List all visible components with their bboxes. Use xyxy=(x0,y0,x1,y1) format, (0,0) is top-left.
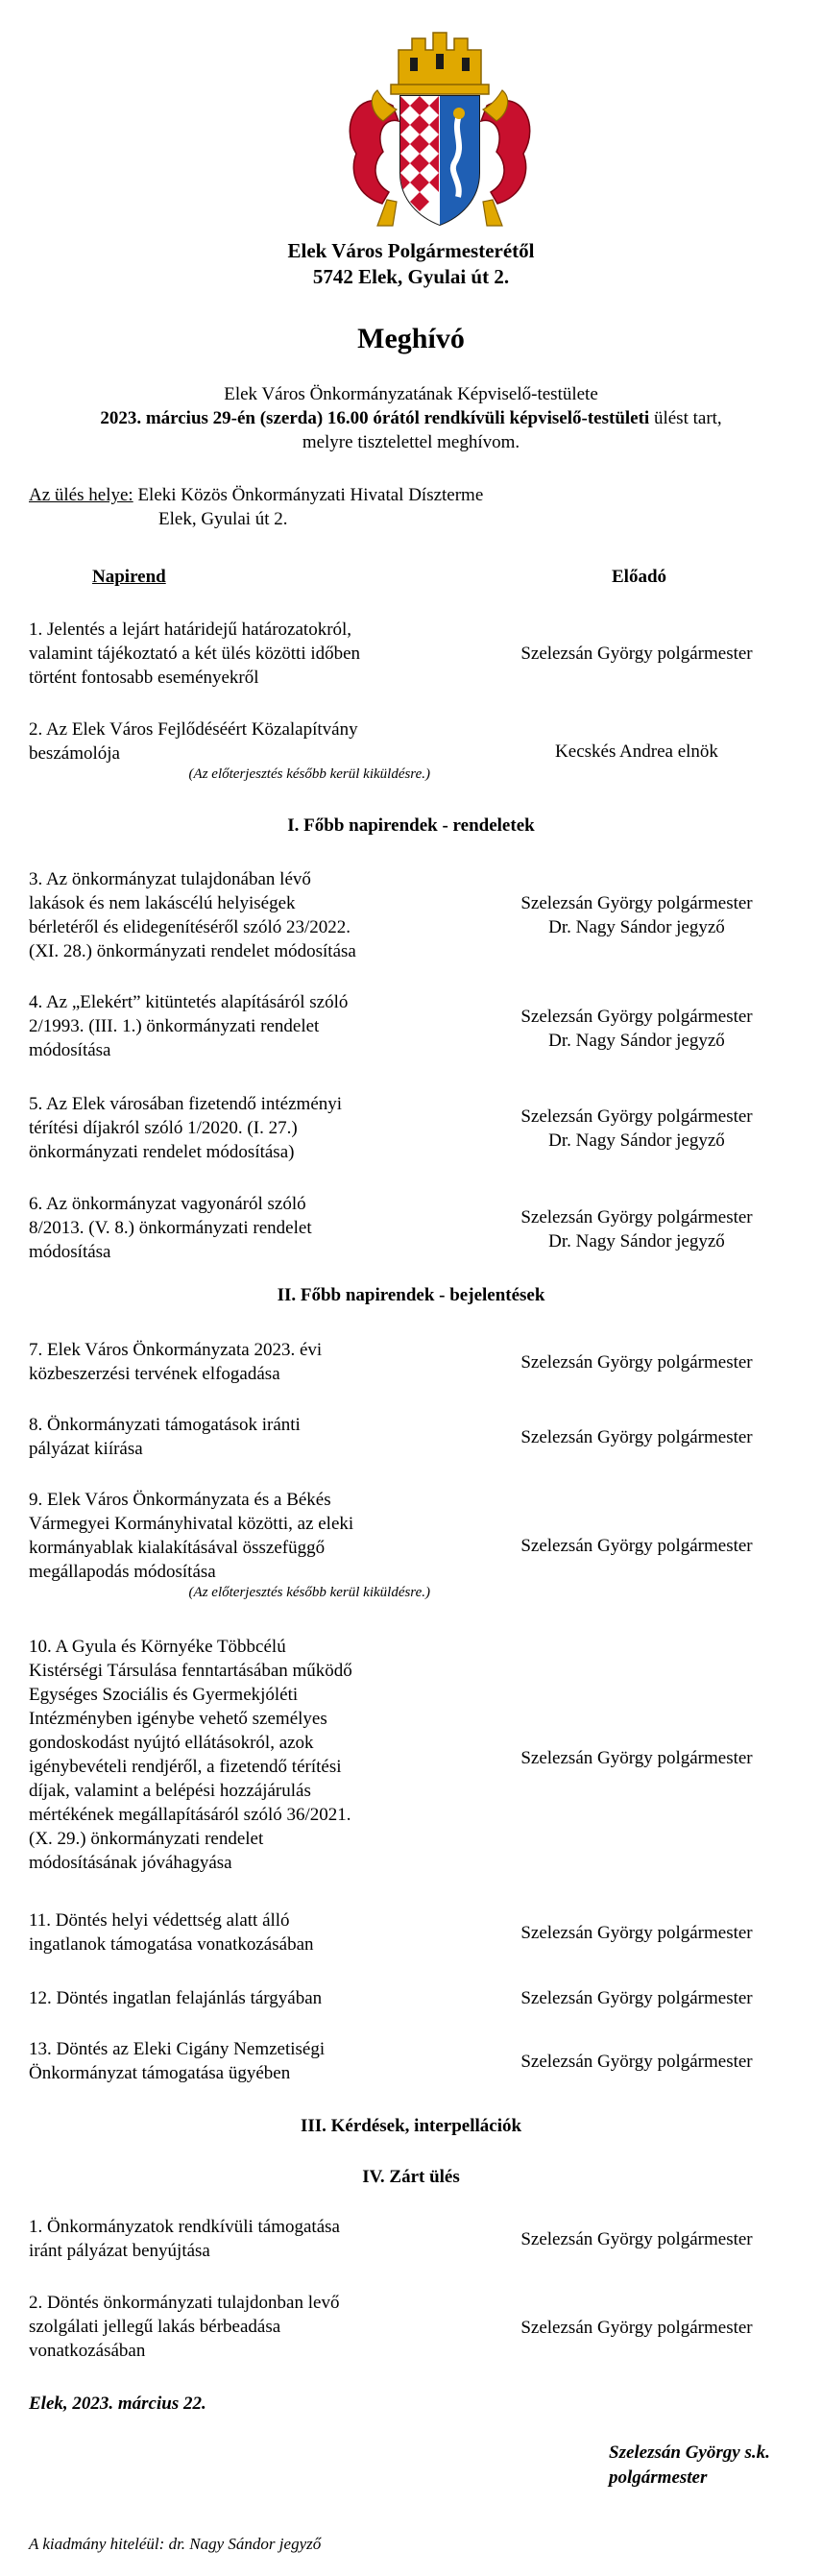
agenda-item-line: (X. 29.) önkormányzati rendelet xyxy=(29,1829,264,1849)
section-heading: III. Kérdések, interpellációk xyxy=(300,2116,522,2136)
intro-line-2 xyxy=(0,406,822,430)
meeting-datetime: 2023. március 29-én (szerda) 16.00 órától rendkívüli képviselő-testületi xyxy=(100,408,650,428)
agenda-item-line: 9. Elek Város Önkormányzata és a Békés xyxy=(29,1490,331,1510)
agenda-item xyxy=(29,2037,430,2085)
agenda-item-presenter xyxy=(451,1205,822,1253)
agenda-item-line: 12. Döntés ingatlan felajánlás tárgyában xyxy=(29,1988,323,2008)
agenda-item-presenter xyxy=(451,1921,822,1945)
agenda-item-line: 1. Önkormányzatok rendkívüli támogatása xyxy=(29,2217,340,2237)
intro-line-2-rest: ülést tart, xyxy=(649,408,722,428)
presenter-line: Dr. Nagy Sándor jegyző xyxy=(548,1031,725,1051)
agenda-item-line: mértékének megállapításáról szóló 36/2021. xyxy=(29,1805,351,1825)
section-heading: IV. Zárt ülés xyxy=(362,2167,460,2187)
signature-title: polgármester xyxy=(609,2467,708,2488)
agenda-item-line: 11. Döntés helyi védettség alatt álló xyxy=(29,1910,290,1931)
agenda-item-line: 7. Elek Város Önkormányzata 2023. évi xyxy=(29,1340,323,1360)
agenda-item-line: 10. A Gyula és Környéke Többcélú xyxy=(29,1637,286,1657)
agenda-item-presenter xyxy=(451,2050,822,2074)
agenda-item-line: iránt pályázat benyújtása xyxy=(29,2241,210,2261)
agenda-item-presenter xyxy=(451,1105,822,1153)
agenda-item xyxy=(29,990,430,1062)
presenter-line: Dr. Nagy Sándor jegyző xyxy=(548,917,725,937)
dateline: Elek, 2023. március 22. xyxy=(29,2394,206,2414)
agenda-item-line: valamint tájékoztató a két ülés közötti időben xyxy=(29,644,361,664)
agenda-item-presenter xyxy=(451,1005,822,1053)
section-heading: II. Főbb napirendek - bejelentések xyxy=(277,1285,545,1305)
signature-name: Szelezsán György s.k. xyxy=(609,2442,770,2463)
agenda-item xyxy=(29,1338,430,1386)
agenda-item-line: 5. Az Elek városában fizetendő intézményi xyxy=(29,1094,343,1114)
sender-name: Elek Város Polgármesterétől xyxy=(287,239,535,262)
agenda-item-line: 8/2013. (V. 8.) önkormányzati rendelet xyxy=(29,1218,312,1238)
agenda-item-line: 13. Döntés az Eleki Cigány Nemzetiségi xyxy=(29,2039,326,2059)
intro-text xyxy=(0,382,822,454)
agenda-item-line: kormányablak kialakításával összefüggő xyxy=(29,1538,326,1558)
agenda-item-line: módosítása xyxy=(29,1242,111,1262)
agenda-item-line: történt fontosabb eseményekről xyxy=(29,668,259,688)
agenda-item-presenter xyxy=(451,1534,822,1558)
presenter-column-header: Előadó xyxy=(612,567,667,587)
agenda-item-line: pályázat kiírása xyxy=(29,1439,143,1459)
agenda-item-presenter xyxy=(451,1425,822,1449)
agenda-item xyxy=(29,1986,430,2010)
signature-block xyxy=(609,2441,770,2491)
section-heading: I. Főbb napirendek - rendeletek xyxy=(287,815,535,836)
agenda-item-line: módosítása xyxy=(29,1040,111,1060)
presenter-line: Szelezsán György polgármester xyxy=(520,644,753,664)
agenda-item-line: 2/1993. (III. 1.) önkormányzati rendelet xyxy=(29,1016,320,1036)
agenda-item-line: módosításának jóváhagyása xyxy=(29,1853,232,1873)
agenda-item xyxy=(29,2291,430,2363)
venue-line-2: Elek, Gyulai út 2. xyxy=(158,509,288,529)
intro-line-3: melyre tisztelettel meghívom. xyxy=(302,432,520,452)
presenter-line: Szelezsán György polgármester xyxy=(520,2229,753,2249)
agenda-item-line: megállapodás módosítása xyxy=(29,1562,216,1582)
agenda-item-line: Intézményben igénybe vehető személyes xyxy=(29,1709,327,1729)
agenda-item xyxy=(29,618,430,690)
certification-line: A kiadmány hiteléül: dr. Nagy Sándor jegyző xyxy=(29,2535,322,2553)
agenda-item-line: térítési díjakról szóló 1/2020. (I. 27.) xyxy=(29,1118,298,1138)
agenda-item-line: beszámolója xyxy=(29,743,120,764)
agenda-item-line: ingatlanok támogatása vonatkozásában xyxy=(29,1934,314,1955)
agenda-item-line: 6. Az önkormányzat vagyonáról szóló xyxy=(29,1194,306,1214)
agenda-item-line: Vármegyei Kormányhivatal közötti, az eleki xyxy=(29,1514,354,1534)
agenda-item xyxy=(29,1092,430,1164)
agenda-item-line: 3. Az önkormányzat tulajdonában lévő xyxy=(29,869,311,889)
venue-label: Az ülés helye: xyxy=(29,485,133,505)
agenda-item-presenter xyxy=(451,1350,822,1374)
presenter-line: Szelezsán György polgármester xyxy=(520,1536,753,1556)
agenda-item-line: 4. Az „Elekért” kitüntetés alapításáról szóló xyxy=(29,992,349,1012)
presenter-line: Kecskés Andrea elnök xyxy=(555,741,718,762)
agenda-item-line: (XI. 28.) önkormányzati rendelet módosítása xyxy=(29,941,356,961)
agenda-column-header: Napirend xyxy=(92,567,166,587)
presenter-line: Szelezsán György polgármester xyxy=(520,1352,753,1373)
agenda-item-presenter xyxy=(451,642,822,666)
presenter-line: Szelezsán György polgármester xyxy=(520,1106,753,1127)
agenda-item xyxy=(29,2215,430,2263)
agenda-item-line: bérletéről és elidegenítéséről szóló 23/2022. xyxy=(29,917,351,937)
meeting-venue xyxy=(29,483,483,531)
agenda-item-note: (Az előterjesztés később kerül kiküldésre.) xyxy=(188,1585,430,1600)
agenda-item xyxy=(29,717,430,783)
agenda-item xyxy=(29,1413,430,1461)
presenter-line: Szelezsán György polgármester xyxy=(520,2318,753,2338)
intro-line-1: Elek Város Önkormányzatának Képviselő-testülete xyxy=(224,384,598,404)
agenda-item xyxy=(29,1908,430,1956)
presenter-line: Szelezsán György polgármester xyxy=(520,1427,753,1447)
presenter-line: Szelezsán György polgármester xyxy=(520,1988,753,2008)
presenter-line: Szelezsán György polgármester xyxy=(520,1748,753,1768)
presenter-line: Szelezsán György polgármester xyxy=(520,1923,753,1943)
presenter-line: Dr. Nagy Sándor jegyző xyxy=(548,1130,725,1151)
agenda-item-line: önkormányzati rendelet módosítása) xyxy=(29,1142,295,1162)
presenter-line: Szelezsán György polgármester xyxy=(520,893,753,913)
agenda-item-line: 8. Önkormányzati támogatások iránti xyxy=(29,1415,301,1435)
sender-address: 5742 Elek, Gyulai út 2. xyxy=(312,265,510,288)
agenda-item-presenter xyxy=(451,1986,822,2010)
agenda-item-presenter xyxy=(451,740,822,764)
agenda-item-line: 2. Döntés önkormányzati tulajdonban levő xyxy=(29,2293,340,2313)
agenda-item-presenter xyxy=(451,2227,822,2251)
agenda-item-line: gondoskodást nyújtó ellátásokról, azok xyxy=(29,1733,314,1753)
presenter-line: Szelezsán György polgármester xyxy=(520,1007,753,1027)
agenda-item xyxy=(29,1635,430,1875)
agenda-item-presenter xyxy=(451,2316,822,2340)
agenda-item-line: díjak, valamint a belépési hozzájárulás xyxy=(29,1781,311,1801)
agenda-item-presenter xyxy=(451,1746,822,1770)
presenter-line: Szelezsán György polgármester xyxy=(520,2052,753,2072)
page-title: Meghívó xyxy=(357,323,465,354)
agenda-item-line: Egységes Szociális és Gyermekjóléti xyxy=(29,1685,299,1705)
agenda-item-line: vonatkozásában xyxy=(29,2341,146,2361)
agenda-item-line: közbeszerzési tervének elfogadása xyxy=(29,1364,280,1384)
agenda-item-line: 1. Jelentés a lejárt határidejű határozatokról, xyxy=(29,620,352,640)
agenda-item-line: szolgálati jellegű lakás bérbeadása xyxy=(29,2317,281,2337)
venue-line-1: Eleki Közös Önkormányzati Hivatal Díszterme xyxy=(133,485,484,505)
agenda-item-line: Önkormányzat támogatása ügyében xyxy=(29,2063,291,2083)
agenda-item-presenter xyxy=(451,891,822,939)
agenda-item xyxy=(29,1192,430,1264)
agenda-item-line: igénybevételi rendjéről, a fizetendő térítési xyxy=(29,1757,342,1777)
agenda-item-note: (Az előterjesztés később kerül kiküldésre.) xyxy=(188,766,430,782)
agenda-item-line: 2. Az Elek Város Fejlődéséért Közalapítvány xyxy=(29,719,358,740)
agenda-item-line: Kistérségi Társulása fenntartásában működő xyxy=(29,1661,352,1681)
presenter-line: Szelezsán György polgármester xyxy=(520,1207,753,1227)
presenter-line: Dr. Nagy Sándor jegyző xyxy=(548,1231,725,1252)
agenda-item xyxy=(29,867,430,963)
coat-of-arms-icon xyxy=(329,29,550,235)
agenda-item xyxy=(29,1488,430,1601)
agenda-item-line: lakások és nem lakáscélú helyiségek xyxy=(29,893,296,913)
